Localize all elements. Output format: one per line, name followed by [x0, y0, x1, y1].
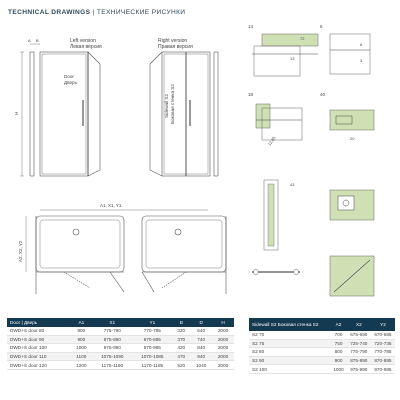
- detail-14-label: 14: [248, 24, 254, 29]
- top-dim-a: A: [28, 38, 31, 43]
- sidewall-cell: 675-690: [347, 331, 371, 339]
- sidewall-cell: 670-685: [371, 331, 395, 339]
- sidewall-cell: S2 90: [249, 356, 330, 365]
- sidewall-cell: 975-990: [347, 365, 371, 374]
- door-cell: 2000: [212, 335, 234, 344]
- door-header-a1: A1: [70, 318, 92, 327]
- detail-1285-dim: 12.85: [266, 135, 277, 147]
- sidewall-header-y2: Y2: [371, 318, 395, 331]
- detail-rod: [252, 270, 300, 275]
- sidewall-cell: 870-885: [371, 356, 395, 365]
- title-en: TECHNICAL DRAWINGS: [8, 9, 91, 16]
- sidewall-cell: 770-785: [371, 348, 395, 357]
- sidewall-header-name: Sidewall S2 Боковая стенка S2: [249, 318, 330, 331]
- detail-6: [320, 24, 370, 74]
- top-dim-b: B: [36, 38, 39, 43]
- sidewall-cell: 700: [330, 331, 346, 339]
- sidewall-table-row: [249, 331, 395, 339]
- door-cell: 1100: [70, 352, 92, 361]
- door-header-b: B: [172, 318, 190, 327]
- door-cell: 875-890: [92, 335, 132, 344]
- door-cell: 740: [190, 335, 212, 344]
- left-version-caption-en: Left version: [70, 38, 96, 44]
- plan-width-dim: A1, X1, Y1: [100, 203, 122, 208]
- door-cell: 1200: [70, 361, 92, 370]
- detail-43: [264, 180, 295, 250]
- plan-depth-dim: A2, X2, Y2: [18, 240, 23, 262]
- door-cell: 370: [172, 335, 190, 344]
- sidewall-cell: S2 75: [249, 339, 330, 348]
- door-cell: 420: [172, 344, 190, 353]
- sidewall-cell: 875-890: [347, 356, 371, 365]
- door-cell: 770-785: [132, 327, 172, 335]
- door-label-ru: Дверь: [64, 80, 78, 85]
- detail-18-label: 18: [248, 92, 254, 97]
- detail-corner: [330, 256, 374, 296]
- door-cell: 870-885: [132, 335, 172, 344]
- sidewall-table-row: [249, 365, 395, 374]
- sidewall-cell: S2 100: [249, 365, 330, 374]
- door-cell: 800: [70, 327, 92, 335]
- sidewall-table: [249, 318, 395, 374]
- sidewall-table-header: [249, 318, 395, 331]
- height-dim-label: H: [14, 111, 19, 115]
- door-cell: 2000: [212, 344, 234, 353]
- door-cell: 640: [190, 327, 212, 335]
- detail-13-dim: 13: [290, 56, 295, 61]
- detail-43-dim: 43: [290, 182, 295, 187]
- door-table-header: [7, 318, 234, 327]
- sidewall-cell: 775-790: [347, 348, 371, 357]
- sidewall-table-row: [249, 339, 395, 348]
- door-cell: DWD+S door 100: [7, 344, 70, 353]
- door-cell: 320: [172, 327, 190, 335]
- door-table-row: [7, 335, 234, 344]
- door-table-row: [7, 361, 234, 370]
- door-cell: 975-990: [92, 344, 132, 353]
- door-cell: 940: [190, 352, 212, 361]
- sidewall-cell: 750: [330, 339, 346, 348]
- door-table: [7, 318, 234, 370]
- right-version-drawing: [150, 52, 218, 176]
- door-table-row: [7, 327, 234, 335]
- sidewall-label-ru: Боковая стенка S2: [170, 84, 175, 124]
- door-cell: 1170-1185: [132, 361, 172, 370]
- sidewall-cell: 900: [330, 356, 346, 365]
- door-cell: 2000: [212, 327, 234, 335]
- door-cell: 2000: [212, 361, 234, 370]
- title-separator: |: [92, 9, 95, 16]
- door-cell: DWD+S door 80: [7, 327, 70, 335]
- door-cell: 1070-1085: [132, 352, 172, 361]
- door-cell: DWD+S door 110: [7, 352, 70, 361]
- door-table-row: [7, 352, 234, 361]
- door-label-en: Door: [64, 74, 74, 79]
- detail-3-dim: 3: [360, 58, 363, 63]
- door-cell: 970-985: [132, 344, 172, 353]
- sidewall-table-row: [249, 356, 395, 365]
- door-cell: DWD+S door 120: [7, 361, 70, 370]
- door-cell: 520: [172, 361, 190, 370]
- detail-18: [248, 92, 302, 147]
- sidewall-table-row: [249, 348, 395, 357]
- door-cell: 1000: [70, 344, 92, 353]
- door-header-door: Door | Дверь: [7, 318, 70, 327]
- sidewall-cell: S2 80: [249, 348, 330, 357]
- detail-6-dim: 6: [360, 42, 363, 47]
- door-header-d: D: [190, 318, 212, 327]
- door-header-h: H: [212, 318, 234, 327]
- plan-view-right: [142, 216, 226, 294]
- title-ru: ТЕХНИЧЕСКИЕ РИСУНКИ: [96, 9, 186, 16]
- door-cell: DWD+S door 90: [7, 335, 70, 344]
- sidewall-header-a2: A2: [330, 318, 346, 331]
- door-header-x1: X1: [92, 318, 132, 327]
- sidewall-cell: 800: [330, 348, 346, 357]
- door-cell: 1175-1190: [92, 361, 132, 370]
- door-cell: 775-790: [92, 327, 132, 335]
- detail-6-label: 6: [320, 24, 323, 29]
- detail-20-dim: 20: [350, 136, 355, 141]
- left-version-caption-ru: Левая версия: [70, 44, 102, 50]
- detail-14: [248, 24, 318, 76]
- detail-40-label: 40: [320, 92, 326, 97]
- door-table-row: [7, 344, 234, 353]
- sidewall-cell: 970-985: [371, 365, 395, 374]
- door-cell: 2000: [212, 352, 234, 361]
- right-version-caption-en: Right version: [158, 38, 188, 44]
- sidewall-cell: 720-735: [371, 339, 395, 348]
- detail-40: [320, 92, 374, 141]
- door-cell: 1075-1090: [92, 352, 132, 361]
- sidewall-label-en: Sidewall S2: [164, 93, 169, 118]
- right-version-caption-ru: Правая версия: [158, 44, 193, 50]
- detail-bracket: [330, 190, 374, 220]
- door-cell: 470: [172, 352, 190, 361]
- sidewall-header-x2: X2: [347, 318, 371, 331]
- sidewall-cell: 1000: [330, 365, 346, 374]
- door-cell: 840: [190, 344, 212, 353]
- door-cell: 1040: [190, 361, 212, 370]
- detail-72-dim: 72: [300, 36, 305, 41]
- left-version-drawing: [20, 44, 100, 176]
- door-header-y1: Y1: [132, 318, 172, 327]
- plan-view-left: [36, 216, 124, 294]
- sidewall-cell: S2 70: [249, 331, 330, 339]
- sidewall-cell: 725-740: [347, 339, 371, 348]
- door-cell: 900: [70, 335, 92, 344]
